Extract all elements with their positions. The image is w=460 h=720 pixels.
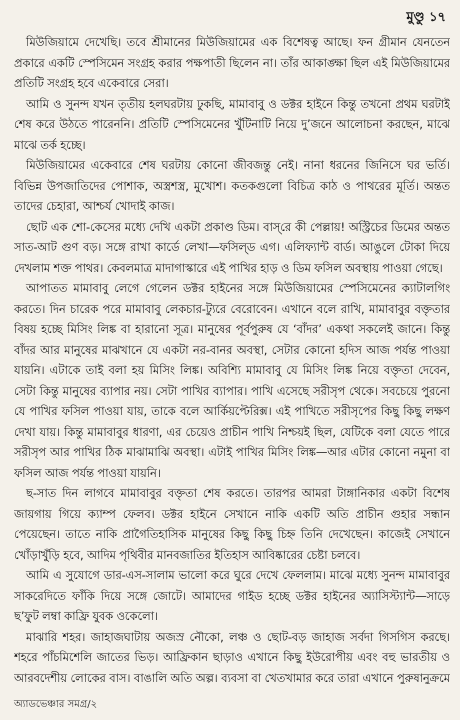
paragraph: আপাতত মামাবাবু লেগে গেলেন ডক্টর হাইনের সঙ্গে মিউজিয়ামের স্পেসিমেনের ক্যাটালগিং করতে। দিন চারেক পরে মামাবাবু লেকচার-ট্যুরে বেরোবেন। এখানে বলে রাখি, মামাবাবুর বক্তৃতার বিষয় হচ্ছে মিসিং লিঙ্ক বা হারানো সূত্র। মানুষের পূর্বপুরুষ যে ‘বাঁদর’ একথা সকলেই জানে। কিন্তু বাঁদর আর মানুষের মাঝখানে যে একটা নর-বানর অবস্থা, সেটার কোনো হদিস আজ পর্যন্ত পাওয়া যায়নি। এটাকে তাই বলা হয় মিসিং লিঙ্ক। অবিশ্যি মামাবাবু যে মিসিং লিঙ্ক নিয়ে বক্তৃতা দেবেন, সেটা কিন্তু মানুষের ব্যাপার নয়। সেটা পাখির ব্যাপার। পাখি এসেছে সরীসৃপ থেকে। সবচেয়ে পুরনো যে পাখির ফসিল পাওয়া যায়, তাকে বলে আর্কিয়প্টেরিক্স। এই পাখিতে সরীসৃপের কিছু কিছু লক্ষণ দেখা যায়। কিন্তু মামাবাবুর ধারণা, এর চেয়েও প্রাচীন পাখি নিশ্চয়ই ছিল, যেটিকে বলা যেতে পারে সরীসৃপ আর পাখির ঠিক মাঝামাঝি অবস্থা। এটাই পাখির মিসিং লিঙ্ক—আর এটার কোনো নমুনা বা ফসিল আজ পর্যন্ত পাওয়া যায়নি। bbox=[14, 281, 450, 480]
paragraph: মিউজিয়ামের একেবারে শেষ ঘরটায় কোনো জীবজন্তু নেই। নানা ধরনের জিনিসে ঘর ভর্তি। বিভিন্ন উপজাতিদের পোশাক, অস্ত্রশস্ত্র, মুখোশ। কতকগুলো বিচিত্র কাঠ ও পাথরের মূর্তি। অন্তত তাদের চেহারা, আশ্চর্য খোদাই কাজ। bbox=[14, 158, 450, 213]
page-body bbox=[14, 32, 450, 684]
paragraph: মাঝারি শহর। জাহাজঘাটায় অজস্র নৌকো, লঞ্চ ও ছোট-বড় জাহাজ সর্বদা গিসগিস করছে। শহরে পাঁচমিশেলি জাতের ভিড়। আফ্রিকান ছাড়াও এখানে কিছু ইউরোপীয় এবং বহু ভারতীয় ও আরবদেশীয় লোকের বাস। বাঙালি অতি অল্প। ব্যবসা বা খেতখামার করে তারা এখানে পুরুষানুক্রমে bbox=[14, 629, 450, 684]
paragraph: ছ-সাত দিন লাগবে মামাবাবুর বক্তৃতা শেষ করতে। তারপর আমরা টাঙ্গানিকার একটা বিশেষ জায়গায় গিয়ে ক্যাম্প ফেলব। ডক্টর হাইনে সেখানে নাকি একটি অতি প্রাচীন গুহার সন্ধান পেয়েছেন। তাতে নাকি প্রাগৈতিহাসিক মানুষের কিছু কিছু চিহ্ন তিনি দেখেছেন। কাজেই সেখানে খোঁড়াখুঁড়ি হবে, আদিম পৃথিবীর মানবজাতির ইতিহাস আবিষ্কারের চেষ্টা চলবে। bbox=[14, 486, 450, 562]
page-footer: অ্যাডভেঞ্চার সমগ্র/২ bbox=[14, 699, 98, 710]
paragraph: ছোট এক শো-কেসের মধ্যে দেখি একটা প্রকাণ্ড ডিম। বাস্‌রে কী পেল্লায়! অস্ট্রিচের ডিমের অন্তত সাত-আট গুণ বড়। সঙ্গে রাখা কার্ডে লেখা—ফসিল্‌ড এগ। এলিফ্যান্ট বার্ড। আঙুলে টোকা দিয়ে দেখলাম শক্ত পাথর। কেবলমাত্র মাদাগাস্কারে এই পাখির হাড় ও ডিম ফসিল অবস্থায় পাওয়া গেছে। bbox=[14, 219, 450, 275]
running-head: মুণ্ডু ১৭ bbox=[406, 10, 446, 25]
paragraph: আমি ও সুনন্দ যখন তৃতীয় হলঘরটায় ঢুকছি, মামাবাবু ও ডক্টর হাইনে কিন্তু তখনো প্রথম ঘরটাই শেষ করে উঠতে পারেননি। প্রতিটি স্পেসিমেনের খুঁটিনাটি নিয়ে দু’জনে আলোচনা করছেন, মাঝে মাঝে তর্ক হচ্ছে। bbox=[14, 96, 450, 152]
paragraph: মিউজিয়ামে দেখেছি। তবে শ্রীমানের মিউজিয়ামের এক বিশেষত্ব আছে। ফন গ্রীমান যেনতেন প্রকারে একটি স্পেসিমেন সংগ্রহ করার পক্ষপাতী ছিলেন না। তাঁর আকাঙ্ক্ষা ছিল এই মিউজিয়ামের প্রতিটি সংগ্রহ হবে একেবারে সেরা। bbox=[14, 35, 450, 90]
paragraph: আমি এ সুযোগে ডার-এস-সালাম ভালো করে ঘুরে দেখে ফেললাম। মাঝে মধ্যে সুনন্দ মামাবাবুর সাকরেদিতে ফাঁকি দিয়ে সঙ্গে জোটে। আমাদের গাইড হচ্ছে ডক্টর হাইনের অ্যাসিস্ট্যান্ট—সাড়ে ছ’ফুট লম্বা কাফ্রি যুবক ওকেলো। bbox=[14, 568, 450, 623]
